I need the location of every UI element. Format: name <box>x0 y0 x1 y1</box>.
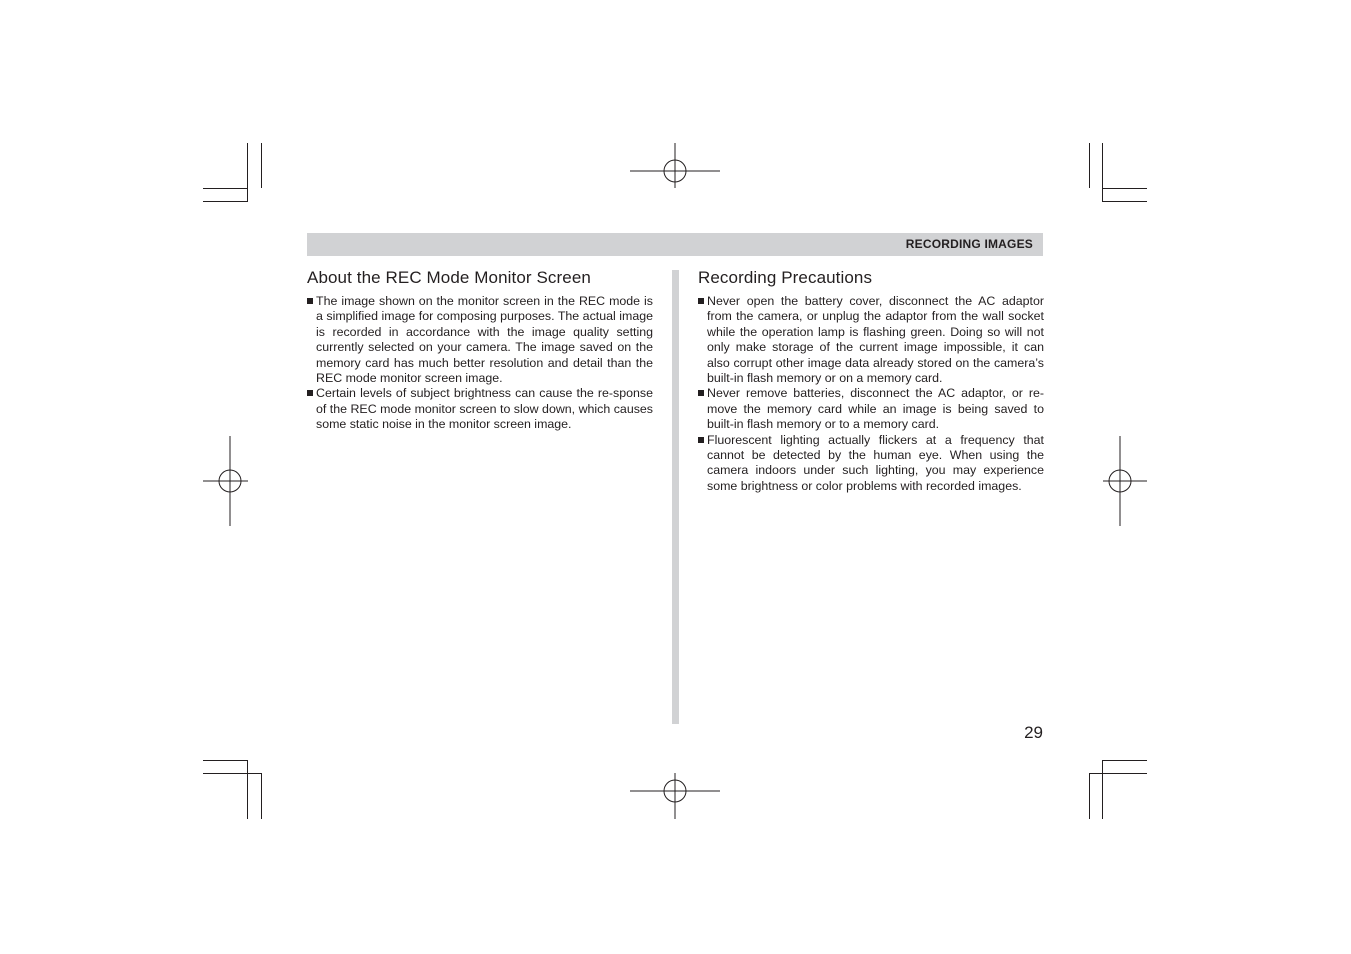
list-item <box>307 386 653 432</box>
section-label: RECORDING IMAGES <box>905 237 1033 251</box>
list-item <box>698 386 1044 432</box>
right-bullet-list <box>698 294 1044 494</box>
list-item-text: Never open the battery cover, disconnect the AC adaptor from the camera, or unplug the adaptor from the wall socket while the operation lamp is flashing green. Doing so will not only make storage of the current image impossible, it can also corrupt other image data already stored on the camera’s built-in flash memory or on a memory card. <box>707 294 1044 386</box>
list-item-text: Certain levels of subject brightness can cause the re-sponse of the REC mode monitor screen to slow down, which causes some static noise in the monitor screen image. <box>316 386 653 432</box>
left-column <box>307 267 653 433</box>
right-column <box>698 267 1044 494</box>
list-item-text: The image shown on the monitor screen in the REC mode is a simplified image for composing purposes. The actual image is recorded in accordance with the image quality setting currently selected on your camera. The image saved on the memory card has much better resolution and detail than the REC mode monitor screen image. <box>316 294 653 386</box>
square-bullet-icon <box>698 298 704 304</box>
registration-mark-icon <box>203 436 248 526</box>
list-item <box>698 433 1044 495</box>
square-bullet-icon <box>698 390 704 396</box>
crop-mark-icon <box>1090 143 1148 202</box>
crop-mark-icon <box>1089 760 1147 819</box>
crop-mark-icon <box>203 143 262 202</box>
registration-mark-icon <box>630 143 720 188</box>
left-heading: About the REC Mode Monitor Screen <box>307 268 591 287</box>
registration-mark-icon <box>1103 436 1147 526</box>
section-header-bar <box>307 233 1043 256</box>
page-number: 29 <box>1024 723 1043 742</box>
list-item <box>307 294 653 386</box>
left-bullet-list <box>307 294 653 433</box>
square-bullet-icon <box>307 390 313 396</box>
column-divider <box>672 270 679 724</box>
list-item <box>698 294 1044 386</box>
list-item-text: Never remove batteries, disconnect the AC adaptor, or re-move the memory card while an image is being saved to built-in flash memory or to a memory card. <box>707 386 1044 432</box>
square-bullet-icon <box>307 298 313 304</box>
registration-mark-icon <box>630 773 720 819</box>
list-item-text: Fluorescent lighting actually flickers at a frequency that cannot be detected by the human eye. When using the camera indoors under such lighting, you may experience some brightness or color problems with recorded images. <box>707 432 1044 493</box>
right-heading: Recording Precautions <box>698 268 873 287</box>
crop-mark-icon <box>203 760 262 819</box>
square-bullet-icon <box>698 437 704 443</box>
